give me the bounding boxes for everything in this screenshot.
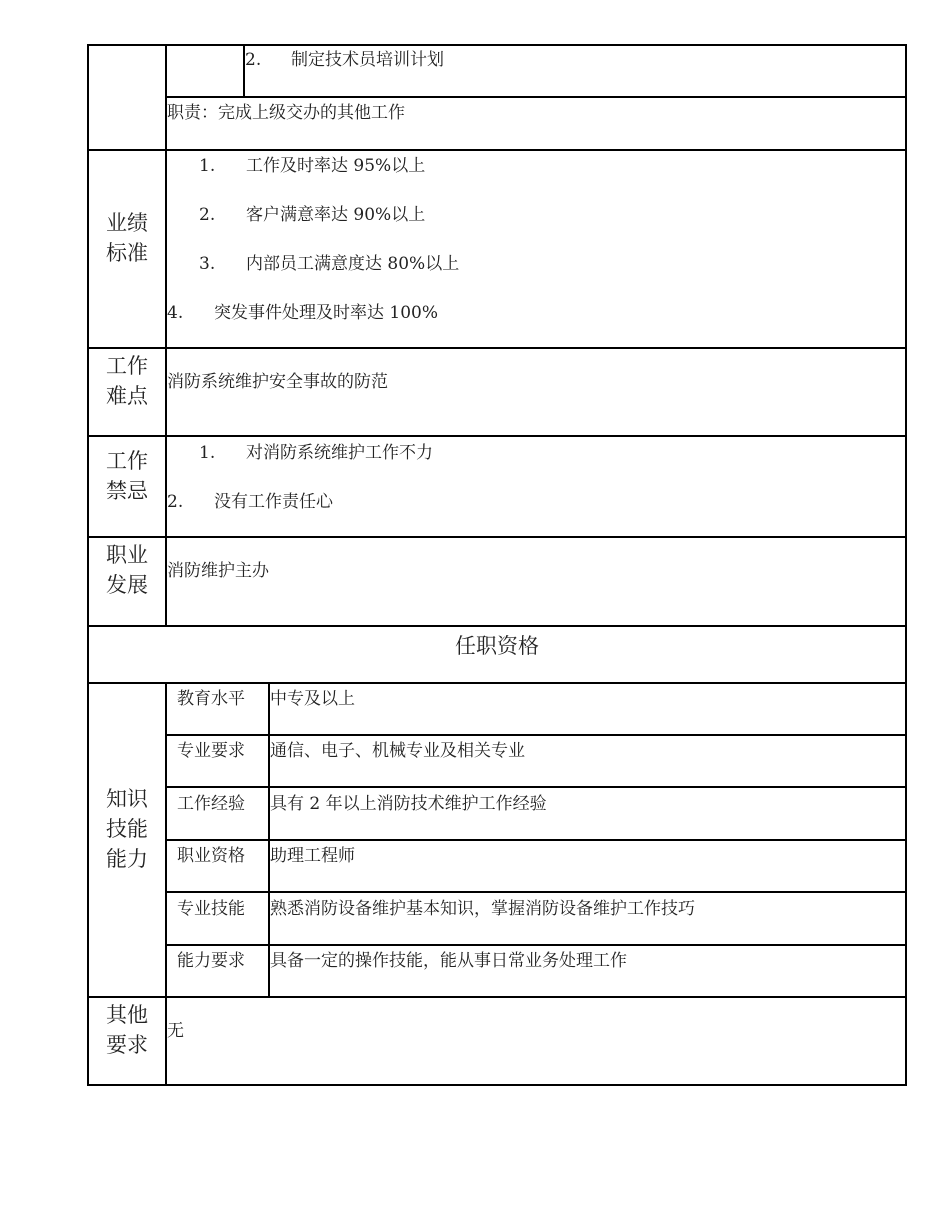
row-line bbox=[165, 944, 907, 946]
performance-item: 工作及时率达 95%以上 bbox=[246, 156, 426, 176]
label-divider-upper bbox=[165, 44, 167, 626]
performance-num: 4. bbox=[167, 303, 184, 323]
performance-item: 突发事件处理及时率达 100% bbox=[214, 303, 439, 323]
qual-key: 专业要求 bbox=[177, 741, 245, 761]
qualification-title: 任职资格 bbox=[455, 634, 539, 658]
performance-num: 1. bbox=[199, 156, 216, 176]
top-list-text: 制定技术员培训计划 bbox=[291, 50, 444, 70]
qual-value: 具备一定的操作技能，能从事日常业务处理工作 bbox=[270, 951, 627, 971]
row-line bbox=[87, 347, 907, 349]
qual-key: 教育水平 bbox=[177, 689, 245, 709]
qual-key: 职业资格 bbox=[177, 846, 245, 866]
taboo-item: 没有工作责任心 bbox=[214, 492, 333, 512]
qual-value: 具有 2 年以上消防技术维护工作经验 bbox=[270, 794, 547, 814]
taboo-item: 对消防系统维护工作不力 bbox=[246, 443, 433, 463]
row-line bbox=[165, 786, 907, 788]
taboo-num: 2. bbox=[167, 492, 184, 512]
performance-num: 2. bbox=[199, 205, 216, 225]
performance-item: 内部员工满意度达 80%以上 bbox=[246, 254, 460, 274]
qual-key: 专业技能 bbox=[177, 899, 245, 919]
qualification-label: 知识 技能 能力 bbox=[106, 787, 148, 871]
row-line bbox=[165, 839, 907, 841]
taboo-num: 1. bbox=[199, 443, 216, 463]
qual-key: 能力要求 bbox=[177, 951, 245, 971]
qual-value: 熟悉消防设备维护基本知识，掌握消防设备维护工作技巧 bbox=[270, 899, 695, 919]
duty-text: 职责：完成上级交办的其他工作 bbox=[167, 103, 405, 123]
row-line bbox=[87, 149, 907, 151]
row-line bbox=[87, 625, 907, 627]
difficulty-text: 消防系统维护安全事故的防范 bbox=[167, 372, 388, 392]
row-line bbox=[165, 734, 907, 736]
performance-num: 3. bbox=[199, 254, 216, 274]
row-line bbox=[87, 536, 907, 538]
row-line bbox=[87, 44, 907, 46]
qual-value: 助理工程师 bbox=[270, 846, 355, 866]
career-text: 消防维护主办 bbox=[167, 561, 269, 581]
row-line bbox=[87, 682, 907, 684]
row-line bbox=[87, 435, 907, 437]
outer-right-border bbox=[905, 44, 907, 1086]
performance-item: 客户满意率达 90%以上 bbox=[246, 205, 426, 225]
career-label: 职业 发展 bbox=[106, 543, 148, 597]
other-text: 无 bbox=[167, 1021, 184, 1041]
row-line bbox=[87, 996, 907, 998]
top-list-num: 2. bbox=[245, 50, 262, 70]
qual-value: 中专及以上 bbox=[270, 689, 355, 709]
row-line bbox=[165, 891, 907, 893]
qual-value: 通信、电子、机械专业及相关专业 bbox=[270, 741, 525, 761]
row-line bbox=[165, 96, 907, 98]
performance-label: 业绩 标准 bbox=[106, 211, 148, 265]
other-label: 其他 要求 bbox=[106, 1003, 148, 1057]
difficulty-label: 工作 难点 bbox=[106, 354, 148, 408]
qual-key: 工作经验 bbox=[177, 794, 245, 814]
row-line bbox=[87, 1084, 907, 1086]
taboo-label: 工作 禁忌 bbox=[106, 449, 148, 503]
